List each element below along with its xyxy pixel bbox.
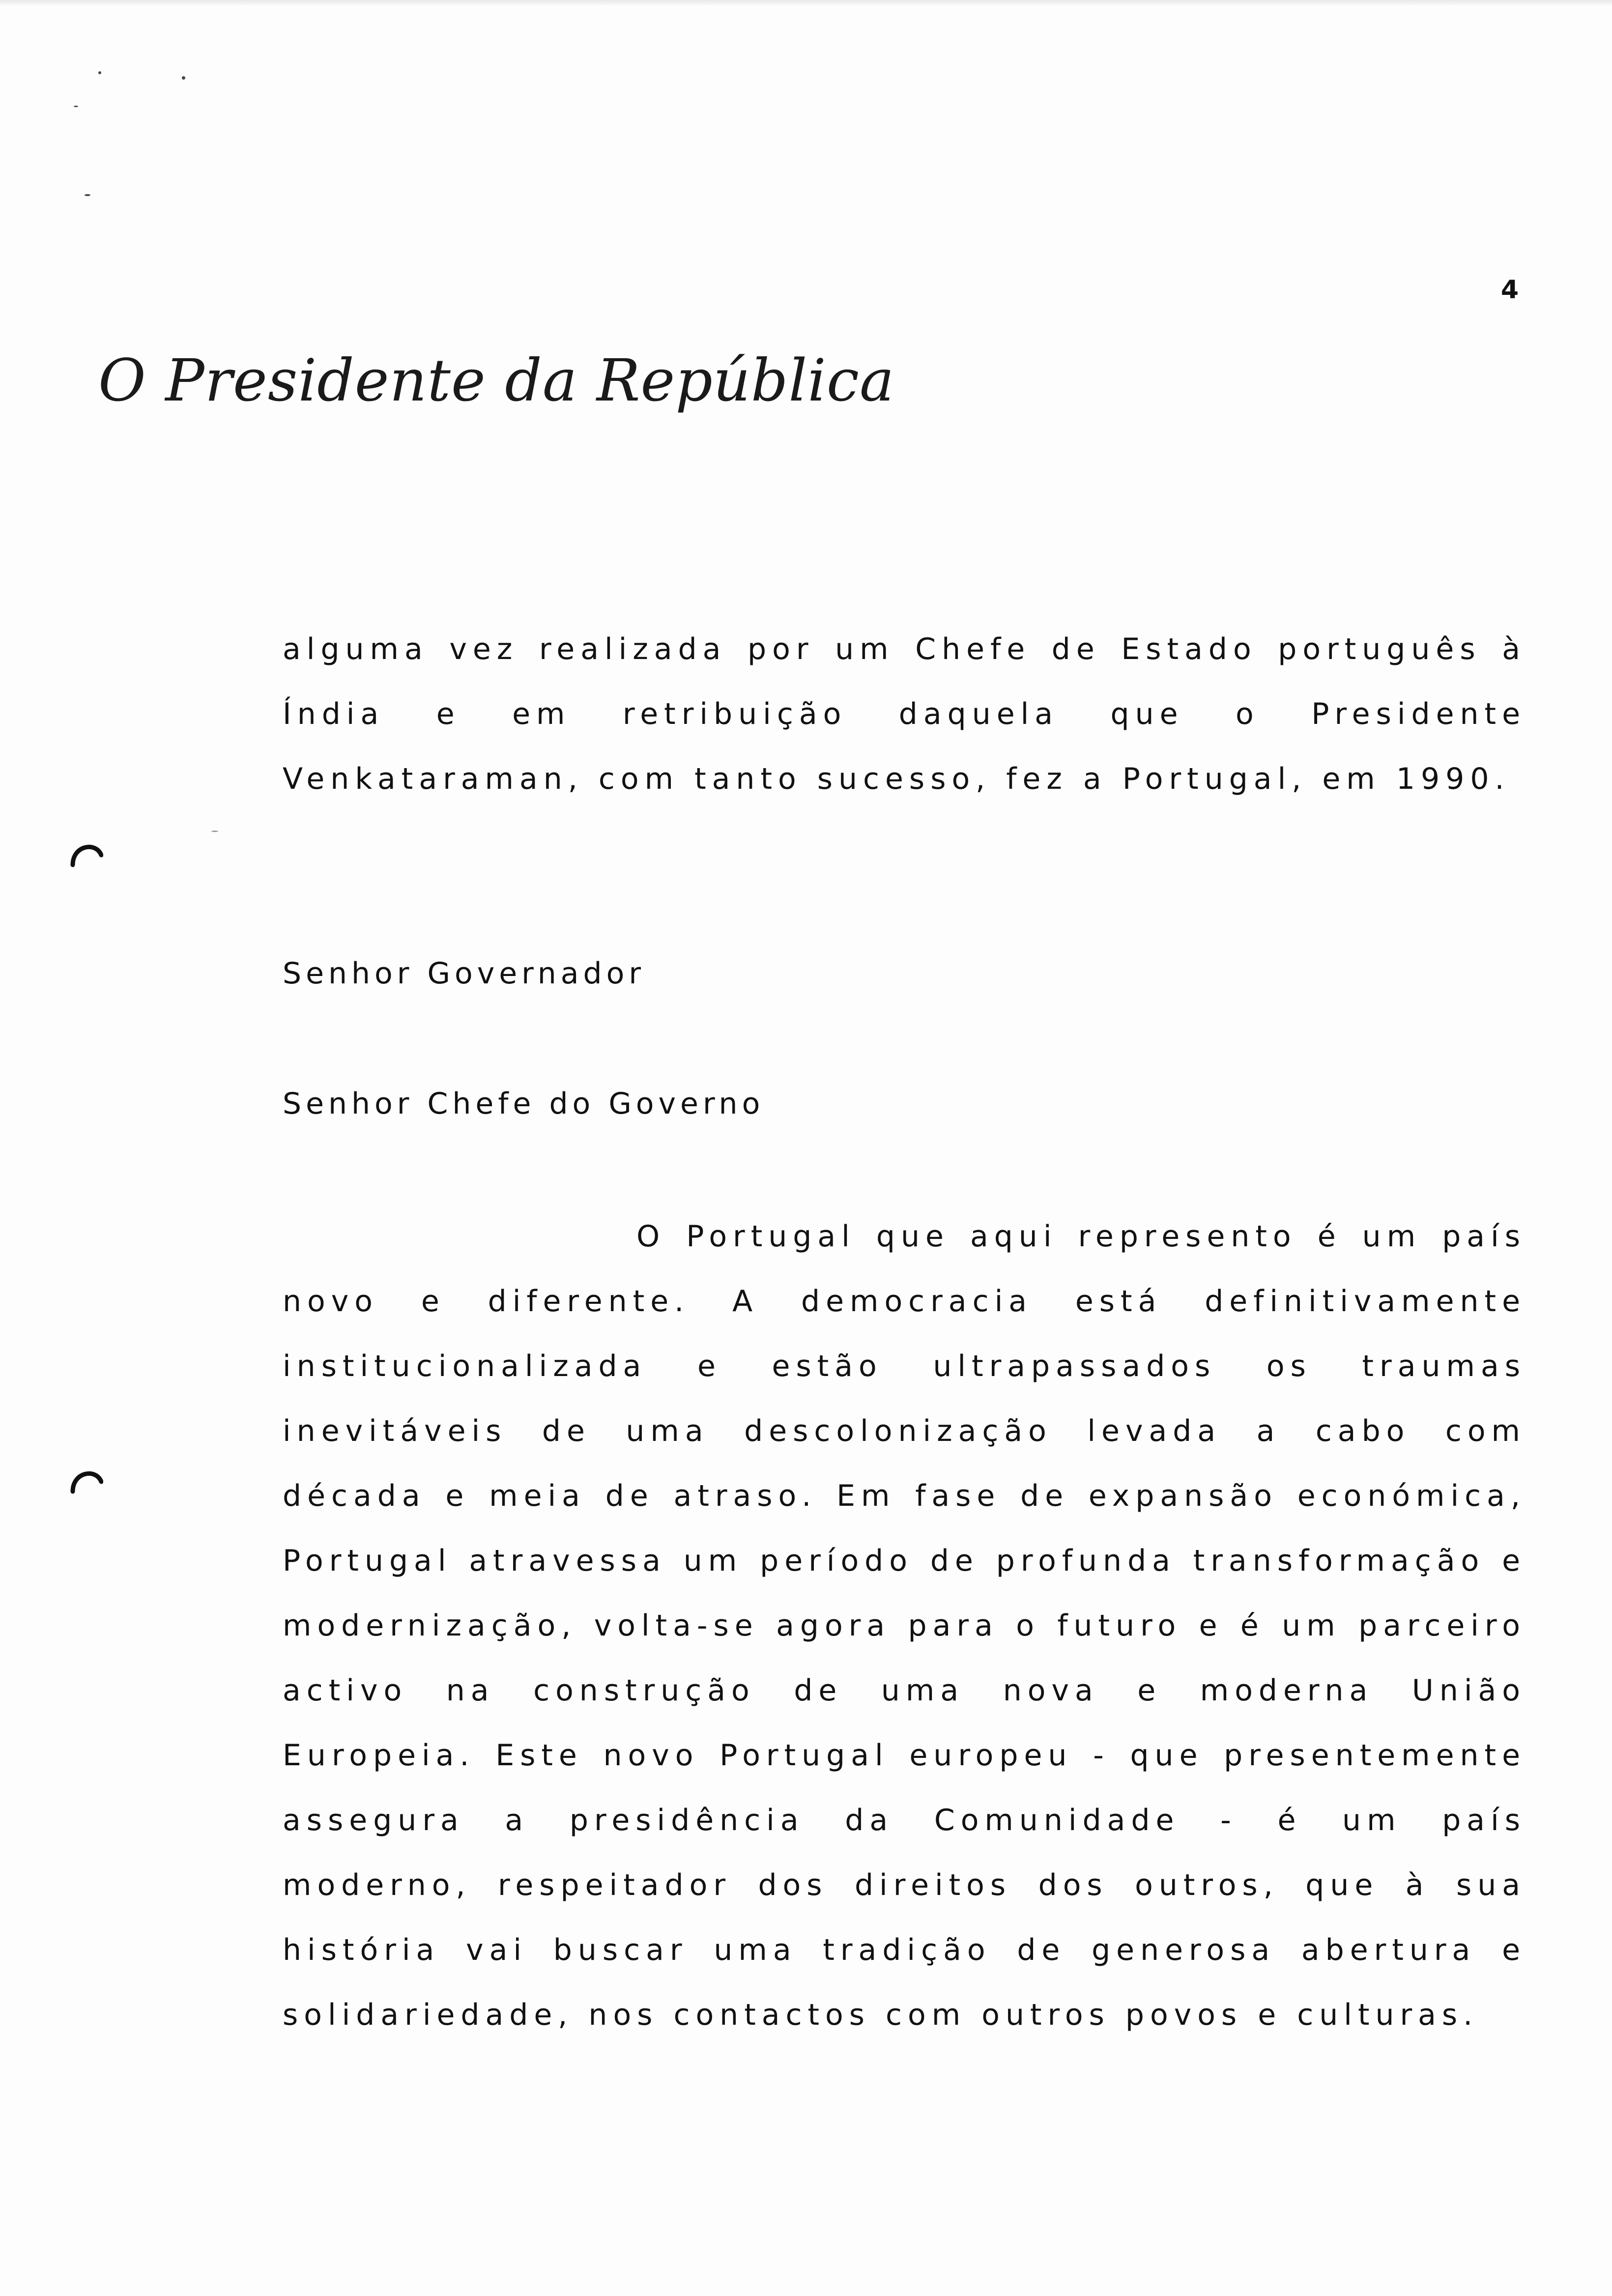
punch-hole-mark — [69, 1462, 103, 1496]
continued-paragraph: alguma vez realizada por um Chefe de Estado português à Índia e em retribuição daquela que o Presidente Venkataraman, com tanto sucesso, fez a Portugal, em 1990. — [283, 632, 1526, 796]
scan-edge — [0, 0, 1612, 7]
page-number: 4 — [1500, 275, 1519, 305]
letterhead-title: O Presidente da República — [98, 346, 895, 414]
punch-hole-mark — [69, 835, 103, 870]
scan-speck — [74, 106, 78, 107]
scan-speck — [98, 71, 101, 74]
scan-speck — [85, 194, 90, 196]
main-paragraph-text: O Portugal que aqui represento é um país novo e diferente. A democracia está definitivamente institucionalizada e estão ultrapassados os traumas inevitáveis de uma descolonização levada a cabo com década e meia de atraso. Em fase de expansão económica, Portugal atravessa um período de profunda transformação e modernização, volta-se agora para o futuro e é um parceiro activo na construção de uma nova e moderna União Europeia. Este novo Portugal europeu - que presentemente assegura a presidência da Comunidade - é um país moderno, respeitador dos direitos dos outros, que à sua história vai buscar uma tradição de generosa abertura e solidariedade, nos contactos com outros povos e culturas. — [283, 1219, 1526, 2032]
salutation-governor: Senhor Governador — [283, 956, 645, 991]
salutation-head-of-government: Senhor Chefe do Governo — [283, 1087, 765, 1121]
scan-speck — [182, 76, 185, 80]
scan-speck — [211, 831, 218, 832]
main-paragraph — [283, 1204, 1526, 2047]
